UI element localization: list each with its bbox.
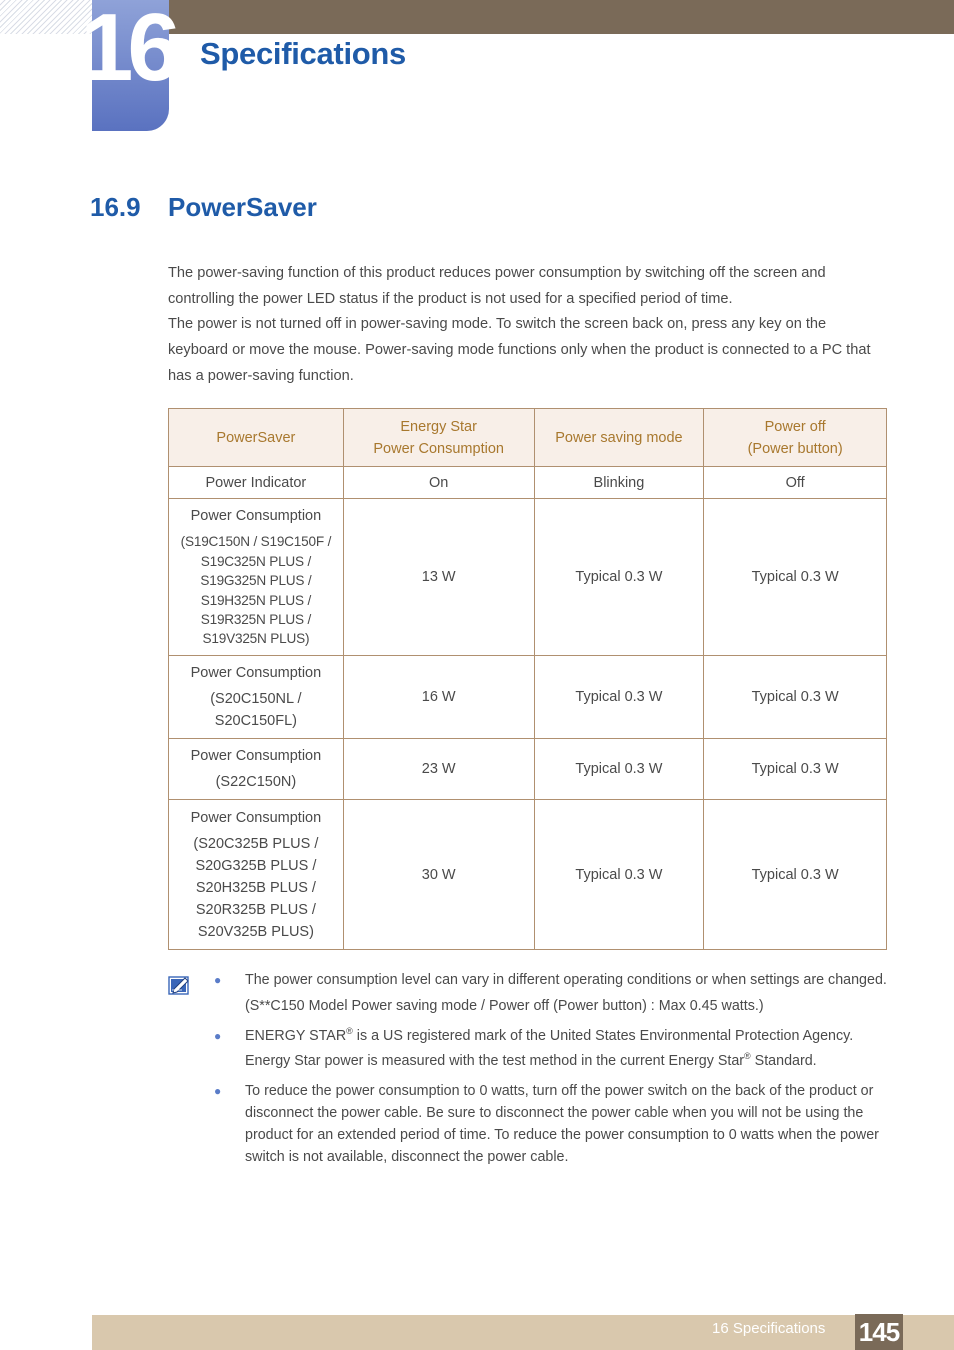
note-item	[212, 1026, 887, 1074]
cell-value: Typical 0.3 W	[534, 656, 704, 739]
model-list: (S20C150NL / S20C150FL)	[210, 691, 302, 729]
note-item	[212, 1081, 887, 1168]
registered-mark: ®	[744, 1051, 751, 1062]
table-row	[169, 499, 887, 656]
cell-value: Off	[704, 467, 887, 499]
row-label: Power Consumption	[190, 748, 322, 764]
page-number: 145	[855, 1314, 903, 1350]
row-label: Power Consumption	[190, 508, 322, 525]
cell-value: Typical 0.3 W	[704, 656, 887, 739]
table-row	[169, 739, 887, 800]
cell-value: Typical 0.3 W	[534, 800, 704, 950]
cell-value: Typical 0.3 W	[534, 499, 704, 656]
note-text: The power consumption level can vary in different operating conditions or when settings are changed.	[245, 972, 887, 988]
cell-value: 30 W	[343, 800, 534, 950]
bullet-icon: ●	[214, 1028, 222, 1043]
header-power-off-line2: (Power button)	[747, 440, 843, 457]
header-energy-star	[343, 409, 534, 467]
chapter-number: 16	[80, 0, 175, 101]
intro-text	[168, 261, 888, 390]
row-label: Power Consumption	[190, 665, 322, 681]
footer-chapter-label: 16 Specifications	[712, 1320, 826, 1337]
bullet-icon: ●	[214, 973, 222, 987]
note-item	[212, 970, 887, 1018]
header-energy-star-line1: Energy Star	[400, 418, 477, 435]
header-power-off	[704, 409, 887, 467]
cell-label	[169, 656, 344, 739]
table-row	[169, 656, 887, 739]
header-powersaver: PowerSaver	[169, 409, 344, 467]
note-subtext-start: Energy Star power is measured with the test method in the current Energy Star	[245, 1053, 745, 1070]
model-list: (S19C150N / S19C150F / S19C325N PLUS / S19G325N PLUS / S19H325N PLUS / S19R325N PLUS / S19V325N PLUS)	[180, 534, 332, 647]
note-text	[245, 1026, 887, 1048]
section-heading	[90, 192, 317, 223]
notes-list	[212, 970, 887, 1168]
header-power-saving-mode: Power saving mode	[534, 409, 704, 467]
header-bar	[92, 0, 954, 34]
section-title: PowerSaver	[168, 192, 317, 222]
note-subtext: (S**C150 Model Power saving mode / Power off (Power button) : Max 0.45 watts.)	[245, 997, 764, 1014]
cell-value: Typical 0.3 W	[534, 739, 704, 800]
chapter-badge	[80, 0, 175, 131]
cell-value: Typical 0.3 W	[704, 739, 887, 800]
cell-value: 16 W	[343, 656, 534, 739]
model-list: (S20C325B PLUS / S20G325B PLUS / S20H325B PLUS / S20R325B PLUS / S20V325B PLUS)	[193, 835, 319, 940]
row-label: Power Consumption	[190, 809, 322, 826]
registered-mark: ®	[346, 1025, 353, 1036]
corner-hatch-decoration	[0, 0, 92, 34]
cell-label	[169, 739, 344, 800]
table-header-row	[169, 409, 887, 467]
cell-value: Blinking	[534, 467, 704, 499]
cell-value: On	[343, 467, 534, 499]
powersaver-table	[168, 408, 887, 950]
cell-label: Power Indicator	[169, 467, 344, 499]
intro-paragraph: The power is not turned off in power-saving mode. To switch the screen back on, press any key on the keyboard or move the mouse. Power-saving mode functions only when the product is connected to a PC that has a power-saving function.	[168, 316, 871, 384]
bullet-icon: ●	[214, 1084, 222, 1099]
cell-value: 23 W	[343, 739, 534, 800]
chapter-title: Specifications	[200, 36, 406, 71]
cell-value: 13 W	[343, 499, 534, 656]
note-subtext-end: Standard.	[750, 1053, 817, 1070]
cell-label	[169, 499, 344, 656]
note-text-rest: is a US registered mark of the United States Environmental Protection Agency.	[352, 1027, 854, 1044]
header-power-off-line1: Power off	[764, 418, 826, 435]
note-text: To reduce the power consumption to 0 watts, turn off the power switch on the back of the product or disconnect the power cable. Be sure to disconnect the power cable when you will not be using the product for an extended period of time. To reduce the power consumption to 0 watts when the power switch is not available, disconnect the power cable.	[245, 1083, 879, 1165]
model-list: (S22C150N)	[215, 774, 297, 790]
note-pencil-icon	[168, 974, 192, 996]
cell-label	[169, 800, 344, 950]
section-number: 16.9	[90, 192, 141, 222]
cell-value: Typical 0.3 W	[704, 800, 887, 950]
intro-paragraph: The power-saving function of this product reduces power consumption by switching off the screen and controlling the power LED status if the product is not used for a specified period of time.	[168, 265, 826, 307]
header-energy-star-line2: Power Consumption	[373, 440, 504, 457]
note-subtext	[245, 1051, 887, 1073]
table-row-power-indicator	[169, 467, 887, 499]
cell-value: Typical 0.3 W	[704, 499, 887, 656]
energy-star-mark: ENERGY STAR	[245, 1027, 347, 1044]
table-row	[169, 800, 887, 950]
